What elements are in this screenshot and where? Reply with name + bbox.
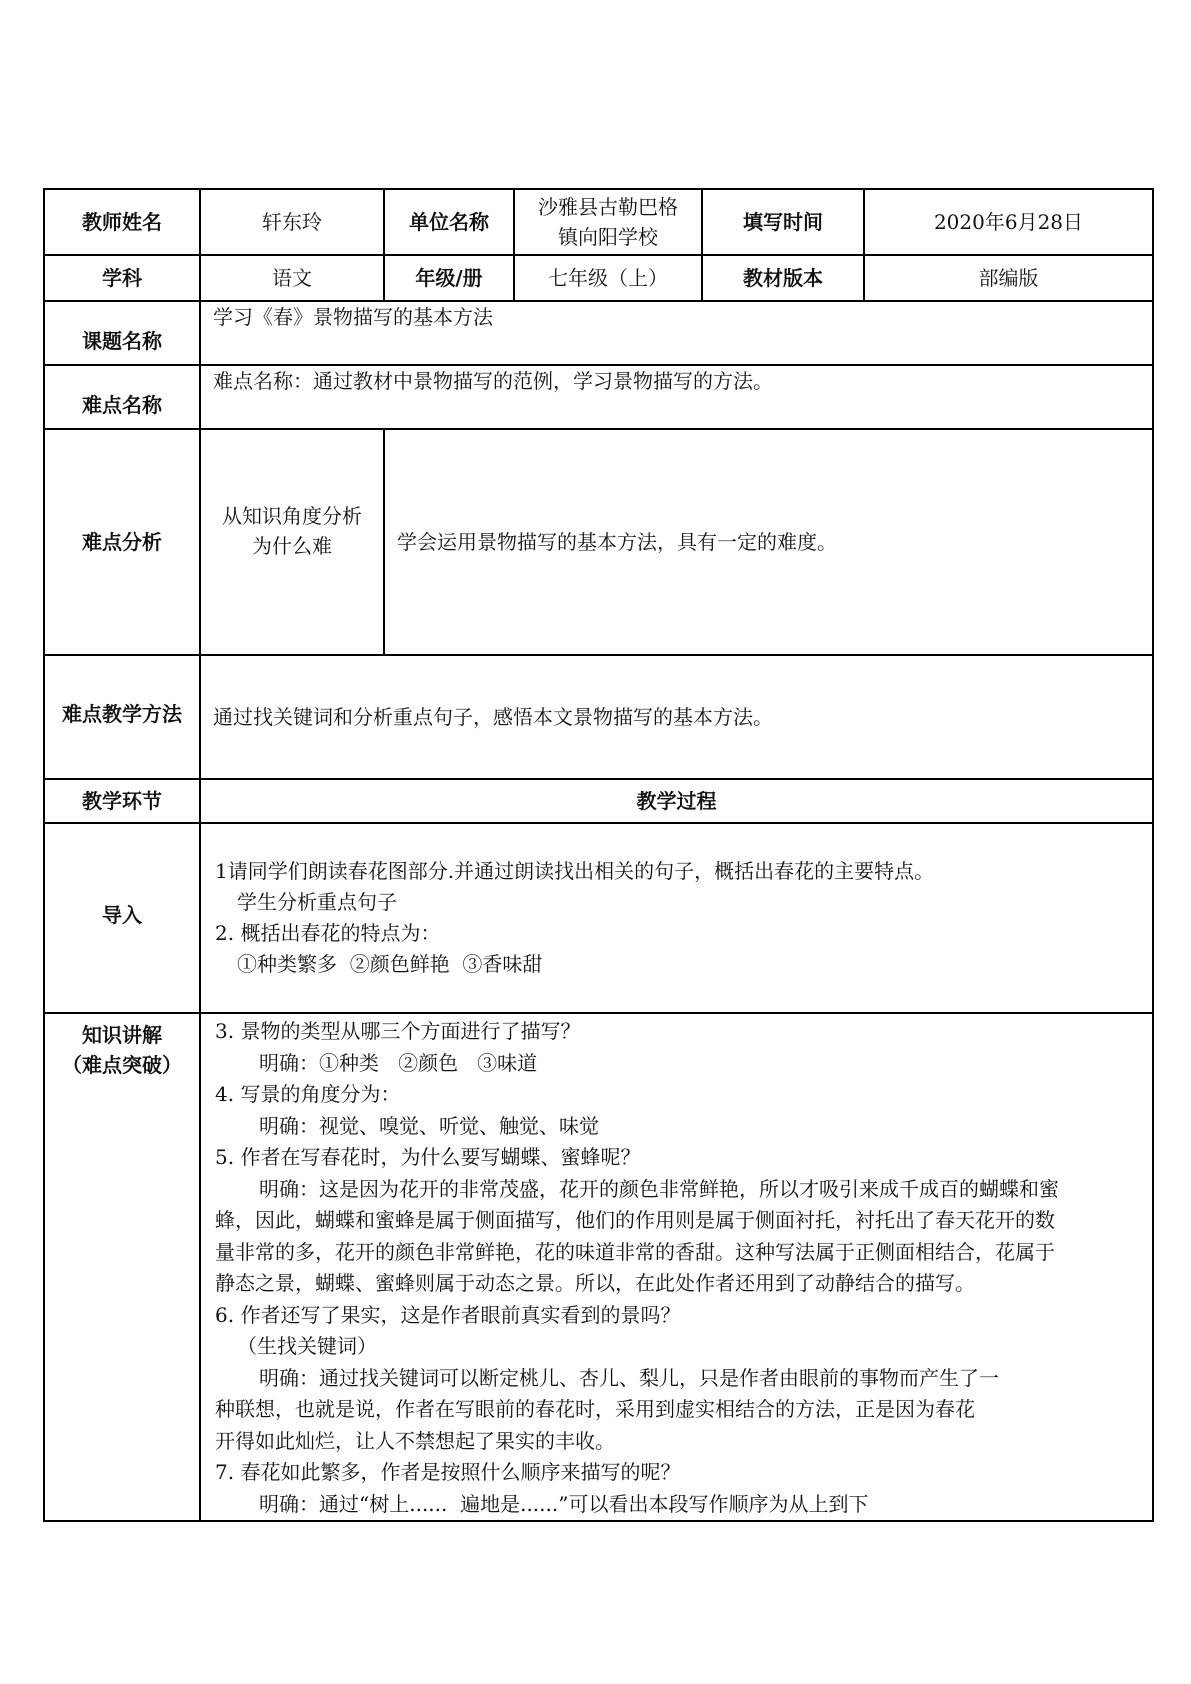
knowledge-row	[44, 1013, 1153, 1521]
topic-row	[44, 301, 1153, 365]
knowledge-line-4: 明确：视觉、嗅觉、听觉、触觉、味觉	[259, 1113, 599, 1138]
intro-content	[200, 823, 1153, 1013]
grade-value: 七年级（上）	[514, 255, 702, 301]
fill-date-label: 填写时间	[702, 189, 864, 255]
method-value: 通过找关键词和分析重点句子，感悟本文景物描写的基本方法。	[200, 655, 1153, 779]
analysis-label: 难点分析	[44, 429, 200, 655]
lesson-plan-table	[43, 188, 1154, 1522]
intro-row	[44, 823, 1153, 1013]
knowledge-label	[44, 1013, 200, 1521]
edition-label: 教材版本	[702, 255, 864, 301]
knowledge-line-12: 明确：通过找关键词可以断定桃儿、杏儿、梨儿，只是作者由眼前的事物而产生了一	[259, 1365, 999, 1390]
fill-date-value: 2020年6月28日	[864, 189, 1153, 255]
difficulty-label: 难点名称	[44, 365, 200, 429]
subject-label: 学科	[44, 255, 200, 301]
intro-line-2: 学生分析重点句子	[237, 890, 397, 914]
knowledge-line-3: 4. 写景的角度分为：	[215, 1082, 401, 1106]
topic-label: 课题名称	[44, 301, 200, 365]
knowledge-line-9: 静态之景，蝴蝶、蜜蜂则属于动态之景。所以，在此处作者还用到了动静结合的描写。	[215, 1271, 975, 1295]
header-row-2	[44, 255, 1153, 301]
method-label: 难点教学方法	[44, 655, 200, 779]
analysis-value: 学会运用景物描写的基本方法，具有一定的难度。	[384, 429, 1153, 655]
knowledge-line-2: 明确：①种类 ②颜色 ③味道	[259, 1050, 538, 1075]
analysis-sub-label-line-1: 从知识角度分析	[222, 504, 362, 528]
subject-value: 语文	[200, 255, 384, 301]
knowledge-line-10: 6. 作者还写了果实，这是作者眼前真实看到的景吗？	[215, 1302, 681, 1327]
knowledge-line-15: 7. 春花如此繁多，作者是按照什么顺序来描写的呢？	[215, 1460, 681, 1484]
difficulty-row	[44, 365, 1153, 429]
intro-line-3: 2. 概括出春花的特点为：	[215, 921, 441, 945]
topic-value: 学习《春》景物描写的基本方法	[200, 301, 1153, 365]
unit-name-value	[514, 189, 702, 255]
knowledge-line-5: 5. 作者在写春花时，为什么要写蝴蝶、蜜蜂呢？	[215, 1145, 641, 1169]
knowledge-line-13: 种联想，也就是说，作者在写眼前的春花时，采用到虚实相结合的方法，正是因为春花	[215, 1397, 975, 1421]
analysis-sub-label	[200, 429, 384, 655]
knowledge-line-8: 量非常的多，花开的颜色非常鲜艳，花的味道非常的香甜。这种写法属于正侧面相结合，花属于	[215, 1239, 1055, 1264]
grade-label: 年级/册	[384, 255, 514, 301]
knowledge-content	[200, 1013, 1153, 1521]
knowledge-line-7: 蜂，因此，蝴蝶和蜜蜂是属于侧面描写，他们的作用则是属于侧面衬托，衬托出了春天花开的数	[215, 1208, 1055, 1232]
method-row	[44, 655, 1153, 779]
process-header-label: 教学过程	[200, 779, 1153, 823]
intro-line-4: ①种类繁多 ②颜色鲜艳 ③香味甜	[237, 952, 543, 976]
process-header-row	[44, 779, 1153, 823]
knowledge-line-11: （生找关键词）	[237, 1334, 377, 1358]
edition-value: 部编版	[864, 255, 1153, 301]
teacher-name-label: 教师姓名	[44, 189, 200, 255]
difficulty-value: 难点名称：通过教材中景物描写的范例，学习景物描写的方法。	[200, 365, 1153, 429]
stage-header-label: 教学环节	[44, 779, 200, 823]
unit-name-line-2: 镇向阳学校	[558, 225, 658, 249]
analysis-row	[44, 429, 1153, 655]
header-row-1	[44, 189, 1153, 255]
teacher-name-value: 轩东玲	[200, 189, 384, 255]
knowledge-label-line-2: （难点突破）	[62, 1053, 182, 1077]
intro-label: 导入	[44, 823, 200, 1013]
knowledge-label-line-1: 知识讲解	[82, 1023, 162, 1047]
knowledge-line-14: 开得如此灿烂，让人不禁想起了果实的丰收。	[215, 1428, 615, 1453]
knowledge-line-6: 明确：这是因为花开的非常茂盛，花开的颜色非常鲜艳，所以才吸引来成千成百的蝴蝶和蜜	[259, 1176, 1059, 1201]
analysis-sub-label-line-2: 为什么难	[252, 534, 332, 558]
unit-name-label: 单位名称	[384, 189, 514, 255]
unit-name-line-1: 沙雅县古勒巴格	[538, 195, 678, 219]
knowledge-line-16: 明确：通过“树上...... 遍地是......”可以看出本段写作顺序为从上到下	[259, 1491, 869, 1516]
intro-line-1: 1请同学们朗读春花图部分.并通过朗读找出相关的句子，概括出春花的主要特点。	[215, 859, 935, 883]
knowledge-line-1: 3. 景物的类型从哪三个方面进行了描写？	[215, 1019, 581, 1043]
